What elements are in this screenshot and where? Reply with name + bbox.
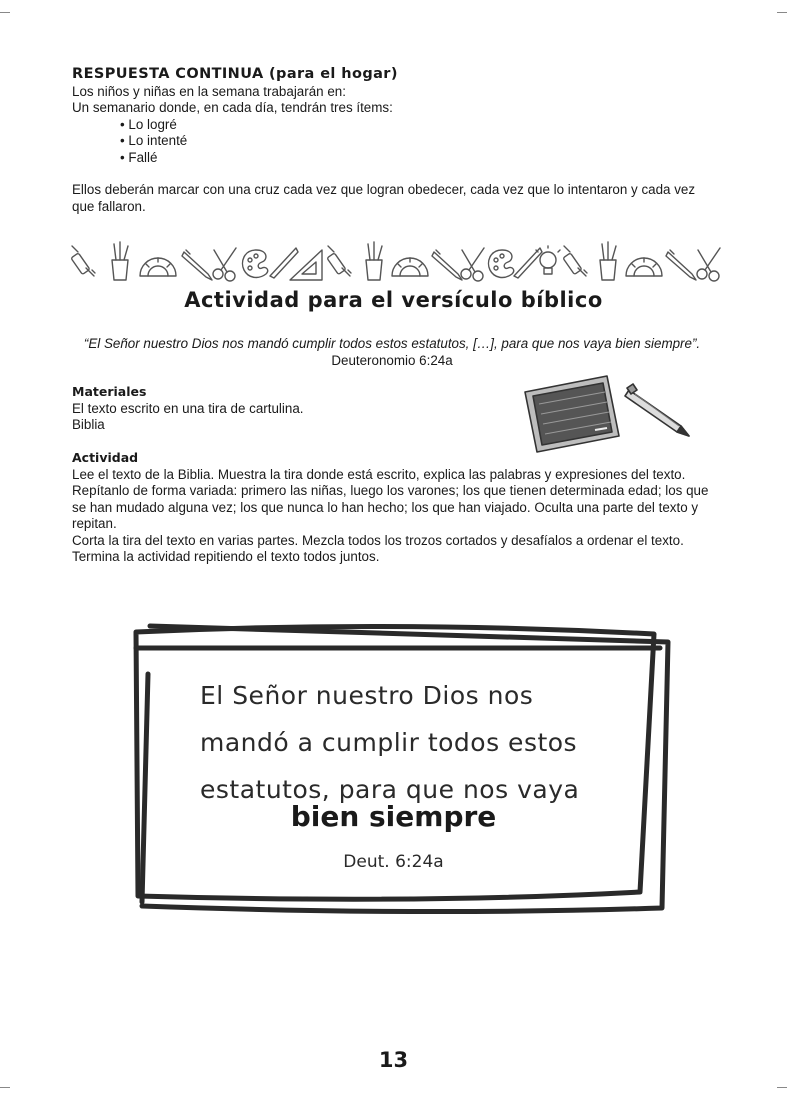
pencil-icon bbox=[666, 250, 696, 280]
pencil-icon bbox=[270, 248, 298, 278]
cardboard-strip-icon bbox=[525, 376, 619, 452]
card-verse-text bbox=[200, 672, 640, 813]
bible-quote bbox=[72, 336, 712, 369]
materiales-line: El texto escrito en una tira de cartulina. bbox=[72, 400, 304, 416]
brush-cup-icon bbox=[112, 242, 128, 280]
protractor-icon bbox=[140, 258, 176, 276]
respuesta-section bbox=[72, 66, 712, 215]
scissors-icon bbox=[213, 248, 236, 281]
glue-icon bbox=[563, 246, 587, 276]
pencil-icon bbox=[625, 384, 689, 436]
pencil-icon bbox=[182, 250, 212, 280]
materiales-line: Biblia bbox=[72, 417, 105, 432]
crop-mark bbox=[0, 1087, 10, 1088]
actividad-section bbox=[72, 450, 712, 566]
list-item: • Lo logré bbox=[120, 117, 712, 134]
card-line: El Señor nuestro Dios nos bbox=[200, 681, 534, 710]
actividad-paragraph: Corta la tira del texto en varias partes. Mezcla todos los trozos cortados y desafíalos a ordenar el texto. Termina la actividad repitiendo el texto todos juntos. bbox=[72, 532, 684, 564]
glue-icon bbox=[327, 246, 351, 276]
scissors-icon bbox=[697, 248, 720, 281]
respuesta-paragraph: Ellos deberán marcar con una cruz cada vez que logran obedecer, cada vez que lo intentaron y cada vez que fallaron. bbox=[72, 182, 696, 214]
actividad-title: Actividad bbox=[72, 450, 139, 465]
activity-title: Actividad para el versículo bíblico bbox=[184, 288, 603, 312]
items-list bbox=[72, 117, 712, 167]
brush-cup-icon bbox=[600, 242, 616, 280]
respuesta-line: Los niños y niñas en la semana trabajarán en: bbox=[72, 83, 346, 99]
quote-reference: Deuteronomio 6:24a bbox=[331, 352, 453, 368]
list-item: • Lo intenté bbox=[120, 133, 712, 150]
quote-text: “El Señor nuestro Dios nos mandó cumplir todos estos estatutos, […], para que nos vaya bien siempre”. bbox=[83, 336, 701, 351]
cardboard-and-pencil-illustration bbox=[515, 370, 695, 460]
card-reference: Deut. 6:24a bbox=[343, 852, 444, 872]
brush-cup-icon bbox=[366, 242, 382, 280]
palette-icon bbox=[243, 250, 268, 277]
protractor-icon bbox=[626, 258, 662, 276]
card-line: estatutos, para que nos vaya bbox=[200, 775, 580, 804]
list-item: • Fallé bbox=[120, 150, 712, 167]
card-bold-text: bien siempre bbox=[290, 800, 497, 833]
actividad-paragraph: Lee el texto de la Biblia. Muestra la tira donde está escrito, explica las palabras y expresiones del texto. Repítanlo de forma variada: primero las niñas, luego los varones; los que tienen determinada edad; los que se han mudado alguna vez; los que nunca lo han hecho; los que han viajado. Oculta una parte del texto y repitan. bbox=[72, 466, 709, 531]
crop-mark bbox=[777, 12, 787, 13]
page-number: 13 bbox=[378, 1048, 409, 1072]
protractor-icon bbox=[392, 258, 428, 276]
palette-icon bbox=[489, 250, 514, 277]
glue-icon bbox=[71, 246, 95, 276]
card-line: mandó a cumplir todos estos bbox=[200, 728, 578, 757]
respuesta-title: RESPUESTA CONTINUA (para el hogar) bbox=[72, 66, 398, 82]
bulb-icon bbox=[536, 246, 560, 274]
crop-mark bbox=[777, 1087, 787, 1088]
respuesta-line: Un semanario donde, en cada día, tendrán tres ítems: bbox=[72, 100, 393, 115]
school-supplies-border bbox=[64, 240, 724, 284]
crop-mark bbox=[0, 12, 10, 13]
materiales-title: Materiales bbox=[72, 384, 147, 399]
pencil-icon bbox=[432, 250, 462, 280]
scissors-icon bbox=[461, 248, 484, 281]
